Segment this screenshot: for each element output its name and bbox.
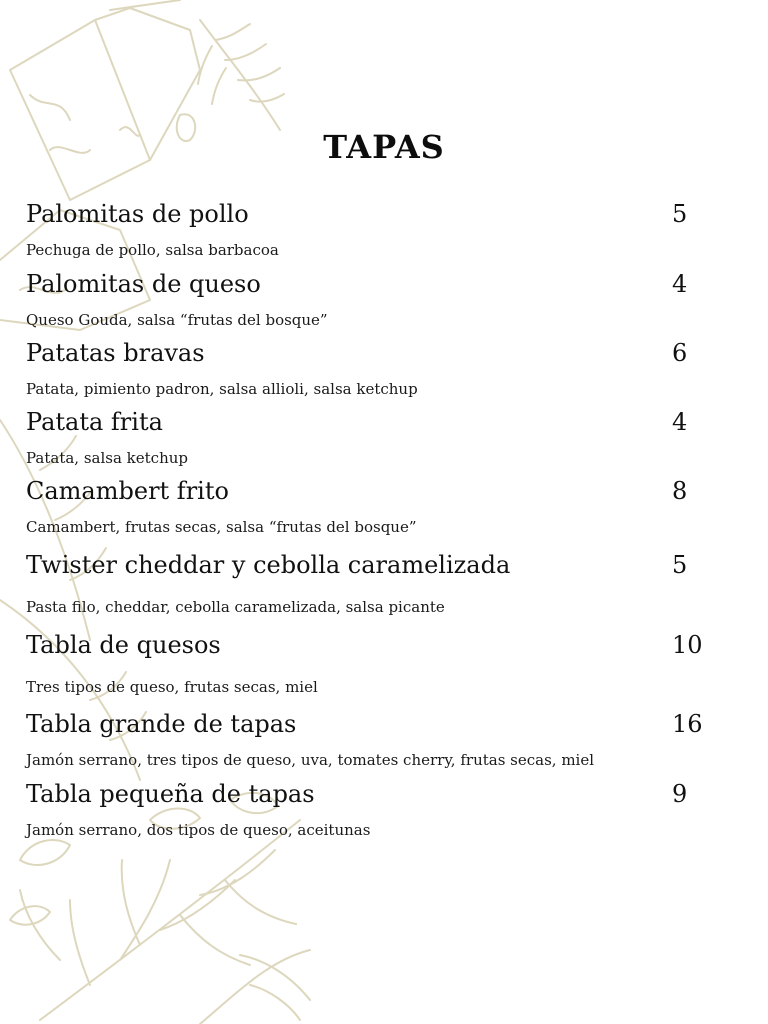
menu-item-name: Patata frita <box>26 408 163 436</box>
menu-item-description: Tres tipos de queso, frutas secas, miel <box>26 678 318 696</box>
menu-item-price: 9 <box>672 780 688 808</box>
menu-item-name: Tabla de quesos <box>26 631 221 659</box>
menu-item-description: Queso Gouda, salsa “frutas del bosque” <box>26 311 328 329</box>
menu-item-price: 10 <box>672 631 703 659</box>
menu-item-name: Camambert frito <box>26 477 229 505</box>
menu-item-price: 8 <box>672 477 688 505</box>
menu-item-description: Patata, pimiento padron, salsa allioli, salsa ketchup <box>26 380 418 398</box>
menu-item-name: Palomitas de pollo <box>26 200 249 228</box>
menu-item-name: Palomitas de queso <box>26 270 261 298</box>
menu-item-price: 5 <box>672 200 688 228</box>
menu-item-name: Tabla pequeña de tapas <box>26 780 315 808</box>
menu-item-description: Jamón serrano, dos tipos de queso, aceitunas <box>26 821 371 839</box>
menu-item-description: Pasta filo, cheddar, cebolla caramelizada, salsa picante <box>26 598 445 616</box>
menu-item-price: 5 <box>672 551 688 579</box>
menu-item-price: 4 <box>672 408 688 436</box>
menu-item-name: Twister cheddar y cebolla caramelizada <box>26 551 511 579</box>
menu-item-name: Patatas bravas <box>26 339 205 367</box>
menu-item-description: Pechuga de pollo, salsa barbacoa <box>26 241 279 259</box>
menu-item-price: 16 <box>672 710 703 738</box>
menu-item-description: Patata, salsa ketchup <box>26 449 189 467</box>
menu-item-description: Jamón serrano, tres tipos de queso, uva, tomates cherry, frutas secas, miel <box>26 751 595 769</box>
menu-item-name: Tabla grande de tapas <box>26 710 297 738</box>
menu-title: TAPAS <box>323 128 445 166</box>
menu-item-price: 6 <box>672 339 688 367</box>
menu-item-description: Camambert, frutas secas, salsa “frutas del bosque” <box>26 518 417 536</box>
menu-item-price: 4 <box>672 270 688 298</box>
